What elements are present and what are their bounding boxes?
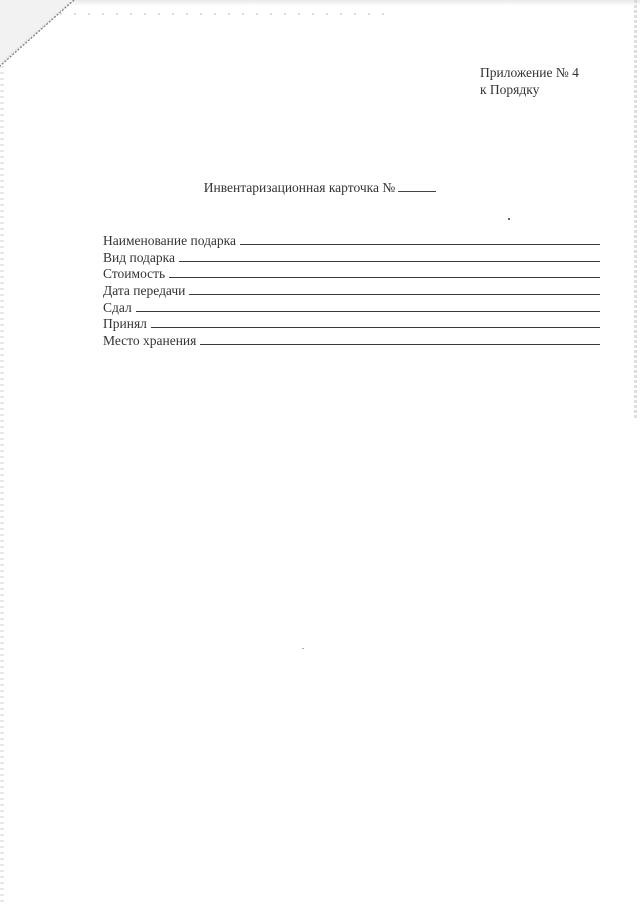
scan-edge-left	[0, 0, 4, 905]
scan-speck	[508, 218, 510, 220]
scan-edge-right	[634, 0, 637, 420]
blank-line	[169, 266, 600, 278]
folded-corner	[0, 0, 80, 80]
field-label: Дата передачи	[103, 283, 186, 299]
field-label: Сдал	[103, 299, 132, 315]
appendix-number: Приложение № 4	[480, 65, 579, 80]
field-gift-type	[103, 250, 600, 267]
blank-line	[179, 250, 600, 262]
scan-noise-top	[60, 13, 390, 15]
blank-line	[151, 316, 600, 328]
field-received	[103, 316, 600, 333]
field-label: Принял	[103, 316, 147, 332]
blank-line	[240, 233, 600, 245]
blank-line	[200, 333, 600, 345]
appendix-reference: к Порядку	[480, 82, 540, 97]
inventory-form	[103, 233, 600, 350]
scan-speck	[302, 648, 304, 649]
blank-line	[189, 283, 600, 295]
field-label: Вид подарка	[103, 249, 176, 265]
field-storage-place	[103, 333, 600, 350]
appendix-header	[480, 64, 579, 98]
field-gift-name	[103, 233, 600, 250]
field-transfer-date	[103, 283, 600, 300]
field-label: Место хранения	[103, 333, 197, 349]
field-label: Стоимость	[103, 266, 166, 282]
scan-edge-top	[0, 0, 640, 6]
title-text: Инвентаризационная карточка №	[203, 180, 396, 195]
card-number-blank	[398, 180, 436, 192]
field-label: Наименование подарка	[103, 233, 237, 248]
field-cost	[103, 266, 600, 283]
field-handed-over	[103, 300, 600, 317]
blank-line	[136, 300, 600, 312]
document-title	[0, 180, 640, 196]
